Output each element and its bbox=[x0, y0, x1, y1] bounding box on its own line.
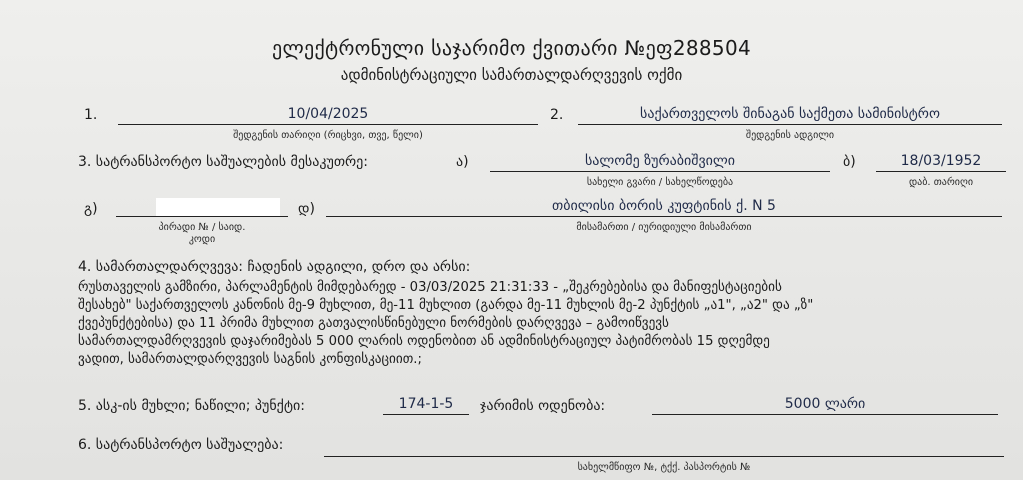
owner-address-caption: მისამართი / იურიდიული მისამართი bbox=[576, 222, 752, 233]
composition-date-caption: შედგენის თარიღი (რიცხვი, თვე, წელი) bbox=[233, 130, 423, 141]
dob-underline bbox=[876, 171, 1006, 172]
vehicle-section-label: 6. სატრანსპორტო საშუალება: bbox=[78, 437, 284, 453]
owner-letter-a: ა) bbox=[456, 154, 469, 170]
field-number-2: 2. bbox=[550, 107, 564, 123]
composition-date-value: 10/04/2025 bbox=[287, 106, 369, 122]
violation-line: ქვეპუნქტებისა) და 11 პრიმა მუხლით გათვალისწინებული ნორმების დარღვევა – გამოიწვევს bbox=[78, 316, 669, 331]
address-underline bbox=[326, 216, 1002, 217]
personal-id-caption-2: კოდი bbox=[188, 234, 216, 245]
owner-section-label: 3. სატრანსპორტო საშუალების მესაკუთრე: bbox=[78, 154, 368, 170]
owner-dob-caption: დაბ. თარიღი bbox=[908, 177, 974, 188]
date-underline bbox=[118, 124, 538, 125]
owner-letter-d: დ) bbox=[298, 201, 315, 217]
fine-amount-underline bbox=[652, 414, 998, 415]
vehicle-caption: სახელმწიფო №, ტქქ. პასპორტის № bbox=[577, 462, 751, 473]
violation-line: სამართალდამრღვევის დაჯარიმებას 5 000 ლარის ოდენობით ან ადმინისტრაციულ პატიმრობას 15 დღემდე bbox=[78, 334, 770, 349]
article-label: 5. ასკ-ის მუხლი; ნაწილი; პუნქტი: bbox=[78, 398, 305, 414]
fine-amount-label: ჯარიმის ოდენობა: bbox=[480, 398, 606, 414]
field-number-1: 1. bbox=[84, 107, 98, 123]
violation-line: რუსთაველის გამზირი, პარლამენტის მიმდებარედ - 03/03/2025 21:31:33 - „შეკრებებისა და მანიფესტაციების bbox=[78, 280, 782, 295]
violation-section-label: 4. სამართალდარღვევა: ჩადენის ადგილი, დრო და არსი: bbox=[78, 259, 471, 275]
violation-description bbox=[78, 279, 1008, 369]
personal-id-caption-1: პირადი № / საიდ. bbox=[158, 222, 246, 233]
personal-id-underline bbox=[116, 216, 288, 217]
owner-dob-value: 18/03/1952 bbox=[900, 153, 982, 169]
composition-place-caption: შედგენის ადგილი bbox=[745, 130, 835, 141]
redacted-id-block bbox=[156, 198, 280, 216]
owner-letter-g: გ) bbox=[84, 201, 98, 217]
fine-amount-value: 5000 ლარი bbox=[784, 396, 866, 412]
owner-letter-b: ბ) bbox=[843, 154, 856, 170]
article-underline bbox=[383, 414, 469, 415]
document-title: ელექტრონული საჯარიმო ქვითარი №ეფ288504 bbox=[272, 36, 751, 60]
document-subtitle: ადმინისტრაციული სამართალდარღვევის ოქმი bbox=[340, 66, 683, 84]
place-underline bbox=[578, 124, 1002, 125]
owner-name-value: სალომე ზურაბიშვილი bbox=[584, 153, 736, 169]
violation-line: შესახებ" საქართველოს კანონის მე-9 მუხლით, მე-11 მუხლით (გარდა მე-11 მუხლის მე-2 პუნქტის „ა1", „ა2" და „ზ" bbox=[78, 298, 814, 313]
composition-place-value: საქართველოს შინაგან საქმეთა სამინისტრო bbox=[640, 106, 940, 122]
owner-name-caption: სახელი გვარი / სახელწოდება bbox=[586, 177, 734, 188]
vehicle-underline bbox=[324, 456, 1004, 457]
violation-line: ვადით, სამართალდარღვევის საგნის კონფისკაციით.; bbox=[78, 352, 422, 367]
article-value: 174-1-5 bbox=[398, 396, 454, 412]
owner-name-underline bbox=[490, 171, 830, 172]
owner-address-value: თბილისი ბორის კუფტინის ქ. N 5 bbox=[552, 198, 776, 214]
